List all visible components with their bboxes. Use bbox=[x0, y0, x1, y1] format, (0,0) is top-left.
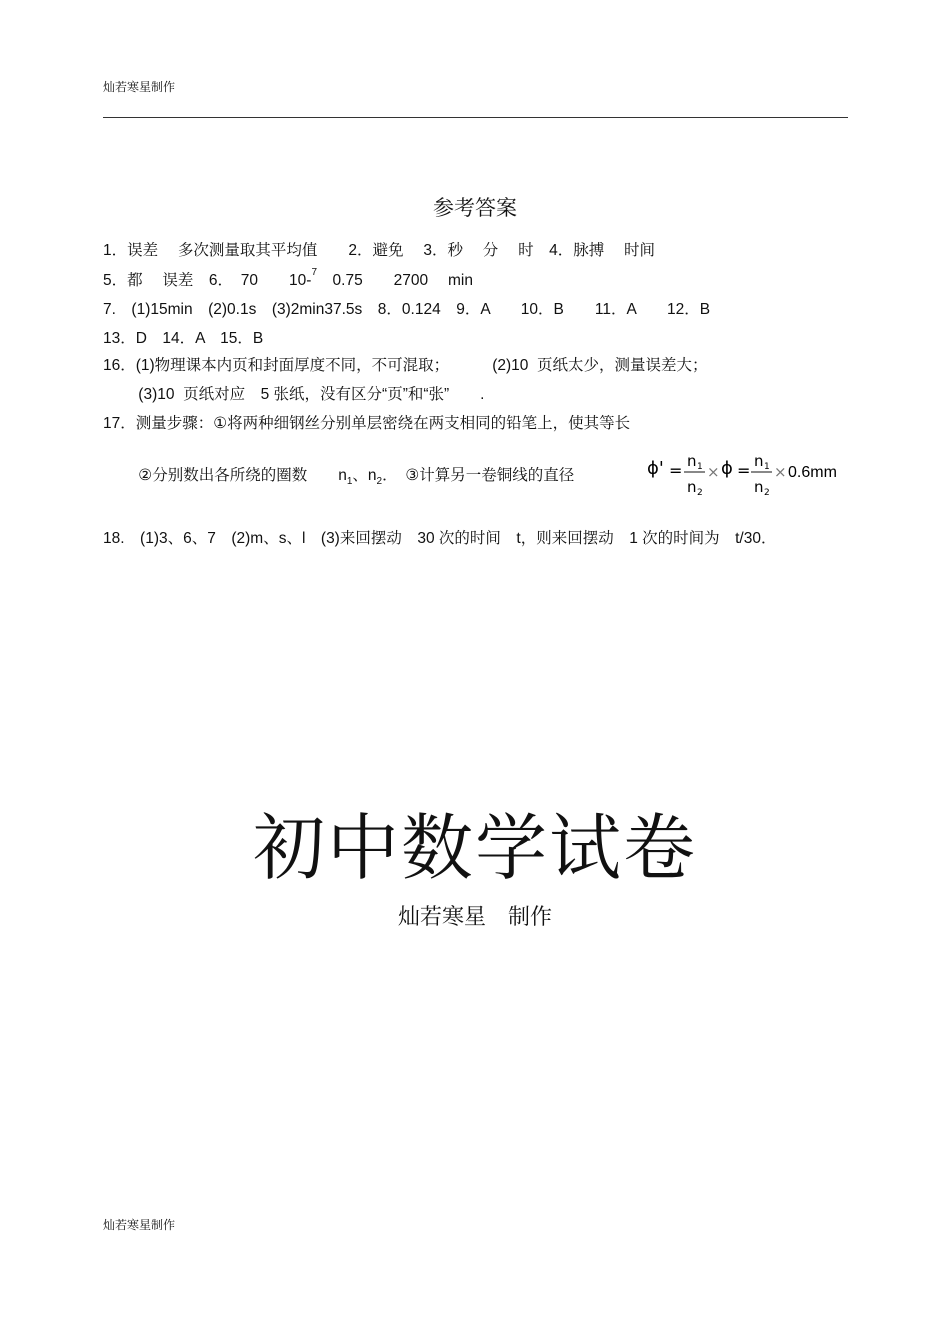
answer-line-4: 13．D 14．A 15．B bbox=[103, 330, 264, 347]
phi-prime-symbol: ϕ' bbox=[647, 458, 664, 479]
answer-line-8-text-a: ②分别数出各所绕的圈数 n bbox=[103, 467, 347, 484]
subscript-1: 1 bbox=[346, 476, 353, 487]
diameter-formula bbox=[647, 450, 847, 500]
main-title: 初中数学试卷 bbox=[252, 806, 697, 890]
answer-line-2 bbox=[103, 268, 473, 290]
answer-title: 参考答案 bbox=[433, 196, 517, 220]
times-sign-1: × bbox=[707, 463, 720, 481]
phi-symbol: ϕ bbox=[721, 458, 733, 479]
numerator-n1: n bbox=[687, 452, 697, 470]
page-footer: 灿若寒星制作 bbox=[103, 1218, 176, 1232]
page-header: 灿若寒星制作 bbox=[103, 80, 176, 94]
subscript-2: 2 bbox=[376, 476, 383, 487]
denominator-sub2: 2 bbox=[697, 488, 703, 498]
answer-line-8 bbox=[103, 463, 574, 485]
answer-line-2-text-a: 5．都 误差 6． 70 10- bbox=[103, 272, 312, 289]
equals-sign-1: = bbox=[669, 461, 683, 480]
diameter-value: 0.6mm bbox=[788, 464, 837, 481]
author-line: 灿若寒星 制作 bbox=[397, 905, 552, 930]
answer-line-5: 16．(1)物理课本内页和封面厚度不同，不可混取； (2)10 页纸太少，测量误差大； bbox=[103, 357, 708, 374]
answer-line-8-text-c: ． ③计算另一卷铜线的直径 bbox=[382, 467, 575, 484]
answer-line-7: 17．测量步骤：①将两种细钢丝分别单层密绕在两支相同的铅笔上，使其等长 bbox=[103, 415, 631, 432]
denominator-n2-b: n bbox=[754, 478, 764, 496]
exponent: 7 bbox=[311, 267, 318, 278]
answer-line-9: 18. (1)3、6、7 (2)m、s、l (3)来回摆动 30 次的时间 t，则来回摆动 1 次的时间为 t/30． bbox=[103, 530, 777, 547]
numerator-sub1: 1 bbox=[697, 462, 703, 472]
answer-line-8-text-b: 、n bbox=[352, 467, 377, 484]
denominator-sub2-b: 2 bbox=[764, 488, 770, 498]
equals-sign-2: = bbox=[737, 461, 751, 480]
answer-line-1: 1．误差 多次测量取其平均值 2．避免 3．秒 分 时 4．脉搏 时间 bbox=[103, 242, 656, 259]
denominator-n2: n bbox=[687, 478, 697, 496]
numerator-sub1-b: 1 bbox=[764, 462, 770, 472]
answer-line-6: (3)10 页纸对应 5 张纸，没有区分“页”和“张” . bbox=[103, 386, 485, 403]
answer-line-3: 7. (1)15min (2)0.1s (3)2min37.5s 8．0.124 9．A 10．B 11．A 12．B bbox=[103, 301, 711, 318]
times-sign-2: × bbox=[774, 463, 787, 481]
numerator-n1-b: n bbox=[754, 452, 764, 470]
header-rule bbox=[103, 117, 848, 118]
answer-line-2-text-b: 0.75 2700 min bbox=[317, 272, 473, 289]
